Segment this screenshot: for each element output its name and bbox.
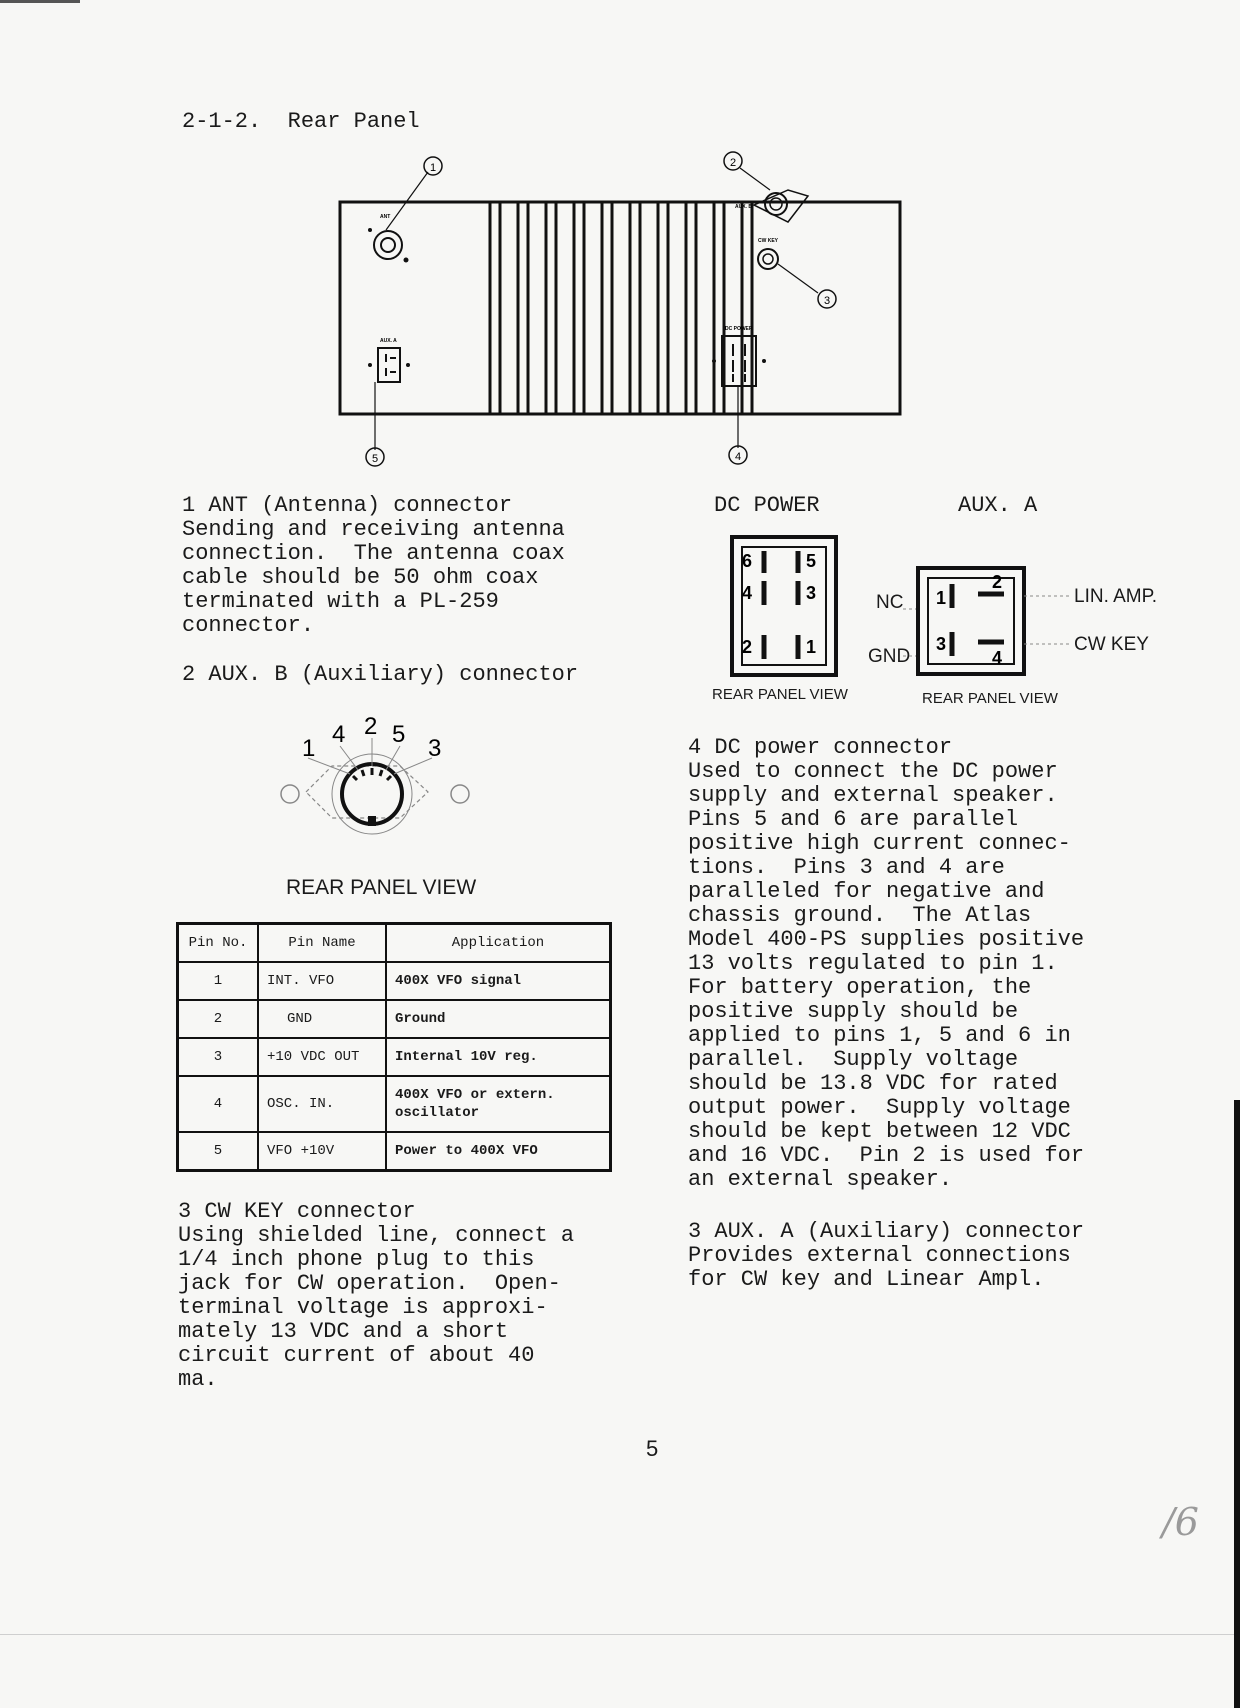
item3-block <box>178 1200 574 1392</box>
cell-name: +10 VDC OUT <box>258 1038 386 1076</box>
aux-a-caption: REAR PANEL VIEW <box>922 690 1058 707</box>
item4-line: an external speaker. <box>688 1167 953 1192</box>
svg-text:4: 4 <box>734 451 742 463</box>
svg-text:3: 3 <box>823 295 831 307</box>
cell-application: Ground <box>386 1000 611 1038</box>
table-header-row <box>178 924 611 963</box>
item3-line: Using shielded line, connect a <box>178 1223 575 1248</box>
item4-line: chassis ground. The Atlas <box>688 903 1032 928</box>
section-title: 2-1-2. Rear Panel <box>182 109 420 134</box>
item2-title: 2 AUX. B (Auxiliary) connector <box>182 662 579 687</box>
cell-pin: 1 <box>178 962 259 1000</box>
lin-amp-label: LIN. AMP. <box>1074 586 1158 607</box>
svg-text:1: 1 <box>429 162 437 174</box>
cell-pin: 2 <box>178 1000 259 1038</box>
cell-pin: 4 <box>178 1076 259 1132</box>
heatsink-fins <box>490 202 752 414</box>
cell-name: INT. VFO <box>258 962 386 1000</box>
aux-b-panel-connector <box>735 190 808 222</box>
dc-power-title: DC POWER <box>714 493 820 518</box>
pin-label: 1 <box>806 637 817 657</box>
gnd-label: GND <box>868 646 911 667</box>
column-header: Pin No. <box>178 924 259 963</box>
dc-power-panel-connector <box>712 326 766 386</box>
item4-line: Model 400-PS supplies positive <box>688 927 1085 952</box>
item4-line: should be kept between 12 VDC <box>688 1119 1071 1144</box>
panel-outline <box>340 202 900 414</box>
item1-line: connector. <box>182 613 315 638</box>
cell-name: GND <box>258 1000 386 1038</box>
item3-line: mately 13 VDC and a short <box>178 1319 509 1344</box>
table-row <box>178 1000 611 1038</box>
item1-line: terminated with a PL-259 <box>182 589 499 614</box>
aux-a-title: AUX. A <box>958 493 1038 518</box>
cw-key-label: CW KEY <box>1074 634 1149 655</box>
item4-line: Pins 5 and 6 are parallel <box>688 807 1019 832</box>
rear-panel-diagram <box>330 150 930 470</box>
svg-text:2: 2 <box>729 157 737 169</box>
cell-application: Power to 400X VFO <box>386 1132 611 1171</box>
item4-line: output power. Supply voltage <box>688 1095 1071 1120</box>
item4-line: positive supply should be <box>688 999 1019 1024</box>
svg-text:AUX. B: AUX. B <box>735 204 752 210</box>
table-row <box>178 962 611 1000</box>
pin-label: 1 <box>936 588 947 608</box>
cell-pin: 5 <box>178 1132 259 1171</box>
item4-line: paralleled for negative and <box>688 879 1045 904</box>
pin-label: 5 <box>806 551 817 571</box>
item1-line: connection. The antenna coax <box>182 541 565 566</box>
ant-connector <box>368 214 409 263</box>
item4-line: supply and external speaker. <box>688 783 1058 808</box>
item3-line: circuit current of about 40 <box>178 1343 535 1368</box>
cell-name: VFO +10V <box>258 1132 386 1171</box>
item3-line: terminal voltage is approxi- <box>178 1295 548 1320</box>
svg-text:DC POWER: DC POWER <box>725 326 753 332</box>
item3-line: ma. <box>178 1367 218 1392</box>
column-header: Pin Name <box>258 924 386 963</box>
pin-label: 1 <box>302 735 316 762</box>
item4-line: parallel. Supply voltage <box>688 1047 1019 1072</box>
svg-text:5: 5 <box>371 453 379 465</box>
pin-label: 5 <box>392 721 406 748</box>
scan-bottom-edge <box>0 1634 1240 1635</box>
pin-label: 3 <box>936 634 947 654</box>
cell-application: 400X VFO signal <box>386 962 611 1000</box>
aux-b-pin-table <box>176 922 612 1172</box>
item1-line: cable should be 50 ohm coax <box>182 565 539 590</box>
item5-title: 3 AUX. A (Auxiliary) connector <box>688 1219 1085 1244</box>
handwritten-page-note: /6 <box>1162 1500 1199 1544</box>
item1-block <box>182 494 565 638</box>
pin-label: 2 <box>364 713 378 740</box>
table-row <box>178 1038 611 1076</box>
svg-text:CW KEY: CW KEY <box>758 238 778 244</box>
aux-a-pin-diagram <box>900 554 1190 684</box>
table-row <box>178 1076 611 1132</box>
dc-power-pin-diagram <box>730 535 840 685</box>
item5-block <box>688 1220 1084 1292</box>
nc-label: NC <box>876 592 904 613</box>
pin-label: 3 <box>806 583 817 603</box>
item4-line: tions. Pins 3 and 4 are <box>688 855 1005 880</box>
cell-application: Internal 10V reg. <box>386 1038 611 1076</box>
pin-label: 4 <box>332 721 346 748</box>
item4-line: should be 13.8 VDC for rated <box>688 1071 1058 1096</box>
item4-line: and 16 VDC. Pin 2 is used for <box>688 1143 1085 1168</box>
item3-line: jack for CW operation. Open- <box>178 1271 561 1296</box>
item4-block <box>688 736 1084 1192</box>
item4-line: Used to connect the DC power <box>688 759 1058 784</box>
item5-line: for CW key and Linear Ampl. <box>688 1267 1045 1292</box>
cw-key-panel-connector <box>758 238 779 269</box>
aux-a-panel-connector <box>368 338 410 382</box>
page-number: 5 <box>646 1436 659 1461</box>
item4-line: applied to pins 1, 5 and 6 in <box>688 1023 1071 1048</box>
pin-label: 2 <box>992 572 1003 592</box>
item4-line: For battery operation, the <box>688 975 1032 1000</box>
cell-name: OSC. IN. <box>258 1076 386 1132</box>
pin-label: 3 <box>428 735 442 762</box>
cell-application: 400X VFO or extern. oscillator <box>386 1076 611 1132</box>
pin-label: 4 <box>992 648 1003 668</box>
column-header: Application <box>386 924 611 963</box>
scan-right-edge <box>1234 1100 1240 1708</box>
item4-title: 4 DC power connector <box>688 735 953 760</box>
ant-label: ANT <box>380 214 391 220</box>
item1-line: Sending and receiving antenna <box>182 517 565 542</box>
svg-text:AUX. A: AUX. A <box>380 338 397 344</box>
item5-line: Provides external connections <box>688 1243 1071 1268</box>
item4-line: 13 volts regulated to pin 1. <box>688 951 1058 976</box>
pin-label: 4 <box>742 583 753 603</box>
item3-line: 1/4 inch phone plug to this <box>178 1247 535 1272</box>
item1-title: 1 ANT (Antenna) connector <box>182 493 513 518</box>
pin-label: 6 <box>742 551 753 571</box>
pin-label: 2 <box>742 637 753 657</box>
item4-line: positive high current connec- <box>688 831 1071 856</box>
aux-b-caption: REAR PANEL VIEW <box>286 876 477 899</box>
dc-power-caption: REAR PANEL VIEW <box>712 686 848 703</box>
cell-pin: 3 <box>178 1038 259 1076</box>
top-edge-mark <box>0 0 80 3</box>
item3-title: 3 CW KEY connector <box>178 1199 416 1224</box>
table-row <box>178 1132 611 1171</box>
